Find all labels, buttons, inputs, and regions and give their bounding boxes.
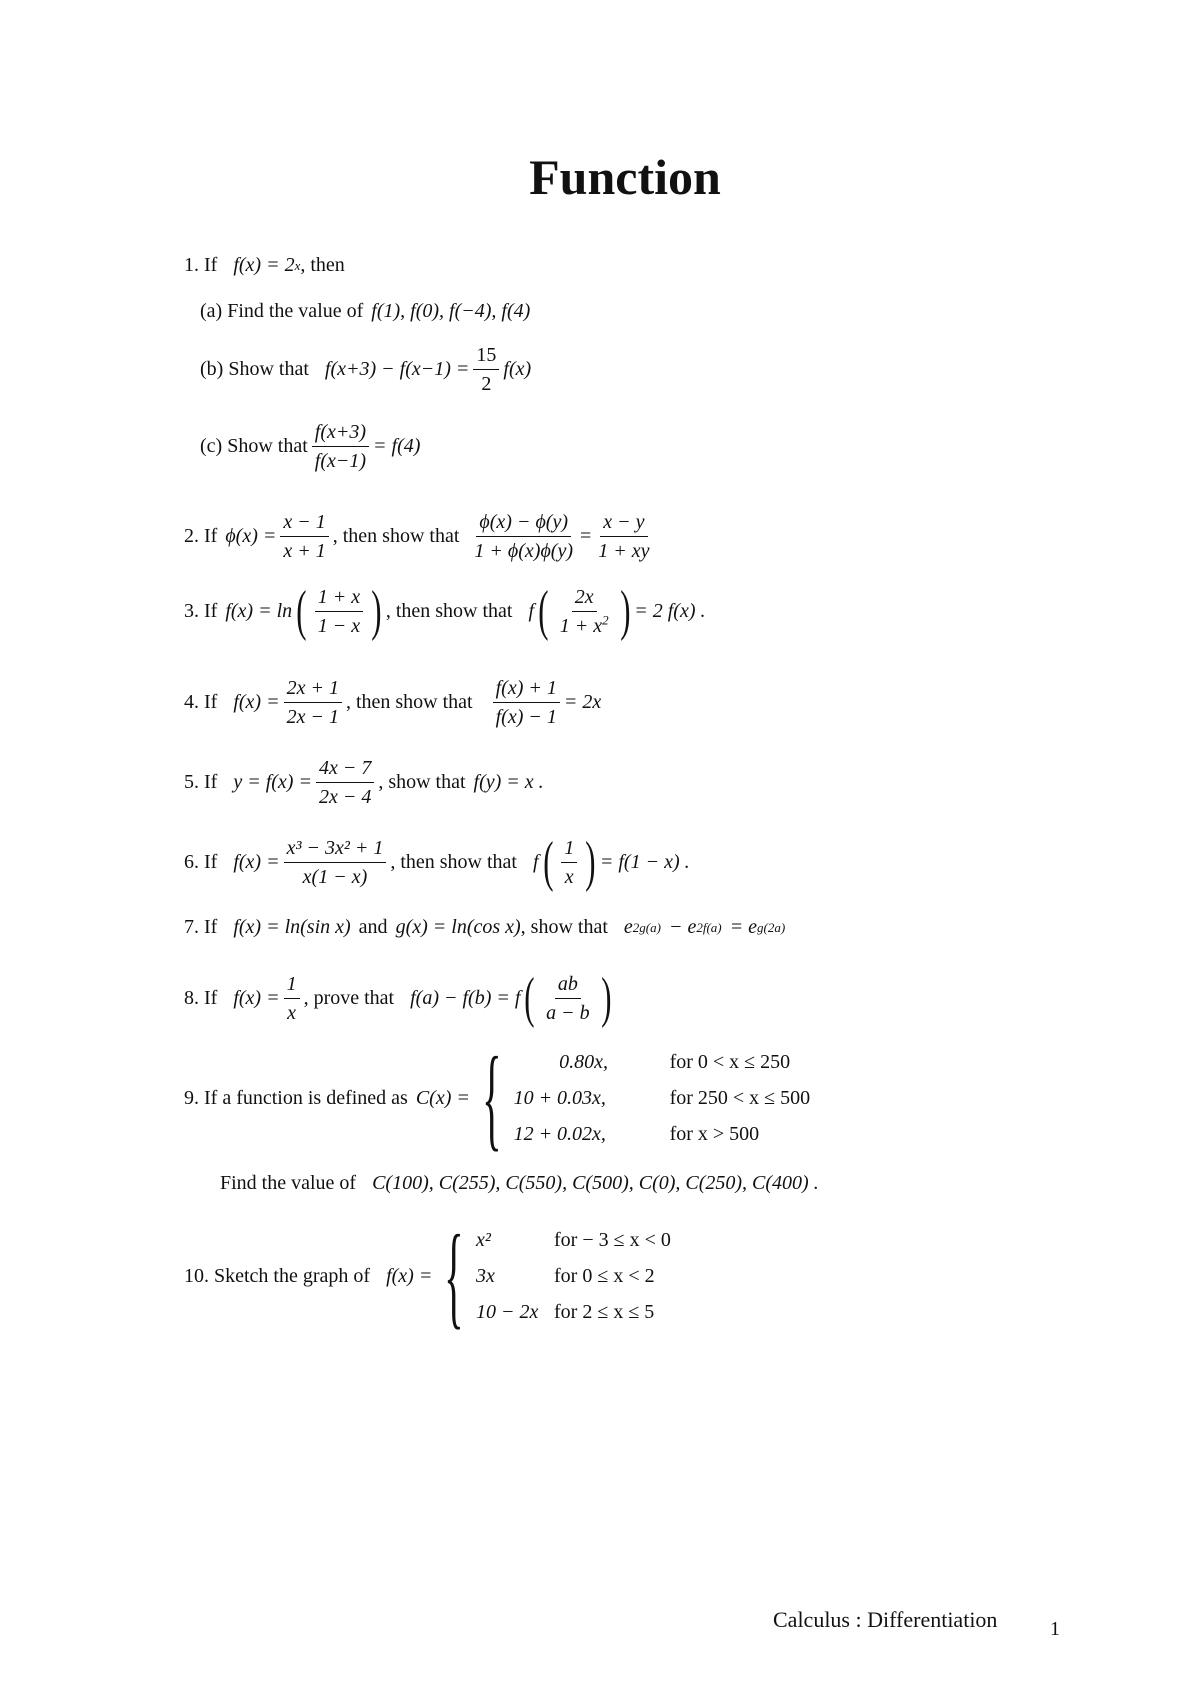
problem-7-and: and [358, 916, 388, 938]
numerator: ϕ(x) − ϕ(y) [476, 510, 571, 537]
denominator: x [564, 865, 574, 888]
problem-1-function: f(x) = 2 [233, 254, 295, 276]
problem-3-paren-1: ( $\frac{1 + x}{1 - x}$ ) [296, 580, 382, 642]
problem-6 [184, 831, 690, 893]
problem-1a [200, 300, 530, 323]
problem-1a-label: (a) Find the value of [200, 300, 364, 322]
problem-4-number: 4. If [184, 691, 218, 713]
problem-4 [184, 676, 601, 729]
problem-1c-tail: = f(4) [373, 435, 421, 457]
problem-10-case-3: 10 − 2x for 2 ≤ x ≤ 5 [476, 1300, 655, 1323]
denominator: 2 [481, 373, 492, 395]
problem-3-f: f [528, 599, 535, 622]
problem-4-fraction-2 [493, 676, 560, 729]
denominator: a − b [546, 1001, 590, 1024]
problem-8-paren: ( $\frac{ab}{a - b}$ ) [524, 967, 612, 1029]
problem-2-fraction-3 [595, 510, 652, 563]
problem-7-mid: , show that [520, 916, 608, 938]
problem-6-lhs: f(x) = [233, 850, 280, 873]
denominator: $1 + x^2$ [559, 611, 609, 637]
problem-3 [184, 580, 706, 642]
denominator: 1 + xy [598, 540, 650, 562]
denominator: x(1 − x) [302, 865, 368, 888]
problem-2-number: 2. If [184, 525, 218, 547]
problem-8 [184, 967, 615, 1029]
problem-10-case-1: x² for − 3 ≤ x < 0 [476, 1228, 671, 1251]
problem-2-lhs: ϕ(x) = [225, 525, 277, 547]
problem-6-paren: ( $\frac{1}{x}$ ) [542, 831, 596, 893]
problem-1b-expr: f(x+3) − f(x−1) = [324, 358, 470, 380]
page-title: Function [529, 149, 721, 205]
problem-6-fraction-2 [561, 836, 577, 889]
problem-7-e1: e [623, 916, 633, 938]
problem-4-tail: = 2x [563, 691, 602, 713]
problem-3-fraction-2 [557, 585, 612, 638]
problem-1-number: 1. If [184, 254, 218, 276]
problem-7-g: g(x) = ln(cos x) [395, 916, 521, 938]
problem-5-number: 5. If [184, 771, 218, 793]
problem-1c-fraction [312, 420, 369, 473]
problem-3-lhs: f(x) = ln [225, 599, 293, 622]
problem-3-tail: = 2 f(x) . [634, 599, 706, 622]
problem-7-e3: = e [729, 916, 757, 938]
numerator: 2x + 1 [284, 676, 342, 703]
problem-9-number: 9. If a function is defined as [184, 1086, 408, 1109]
problem-2 [184, 510, 657, 563]
problem-3-fraction-1 [315, 585, 363, 638]
numerator: f(x) + 1 [493, 676, 560, 703]
problem-6-f: f [532, 850, 539, 873]
problem-5-fraction [316, 756, 374, 809]
problem-9-case-1: 0.80x, for 0 < x ≤ 250 [559, 1050, 791, 1073]
problem-5-lhs: y = f(x) = [233, 771, 312, 793]
problem-10-case-2: 3x for 0 ≤ x < 2 [476, 1264, 655, 1287]
numerator: f(x+3) [312, 420, 369, 447]
problem-2-eq: = [580, 525, 592, 547]
problem-9-case-3: 12 + 0.02x, for x > 500 [513, 1122, 760, 1145]
problem-4-mid: , then show that [345, 691, 473, 713]
problem-1b [200, 343, 531, 396]
problem-9-find-label: Find the value of [220, 1172, 357, 1194]
problem-6-tail: = f(1 − x) . [599, 850, 690, 873]
problem-1-tail: , then [300, 254, 345, 276]
denominator: 2x − 4 [318, 786, 372, 808]
numerator: 1 [561, 836, 577, 863]
problem-4-lhs: f(x) = [233, 691, 280, 713]
numerator: 1 + x [315, 585, 363, 612]
problem-8-lhs: f(x) = [233, 986, 280, 1009]
problem-1a-expr: f(1), f(0), f(−4), f(4) [371, 300, 531, 322]
problem-9 [184, 1034, 811, 1162]
problem-2-mid: , then show that [332, 525, 460, 547]
denominator: 1 + ϕ(x)ϕ(y) [474, 540, 573, 562]
problem-3-mid: , then show that [385, 599, 513, 622]
problem-9-find [220, 1172, 819, 1195]
denominator: f(x−1) [314, 450, 367, 472]
numerator: ab [555, 972, 581, 999]
denominator: 1 − x [317, 614, 361, 637]
problem-1c-label: (c) Show that [200, 435, 308, 457]
problem-3-number: 3. If [184, 599, 218, 622]
problem-9-cases [470, 1034, 811, 1162]
problem-6-fraction-1 [284, 836, 387, 889]
problem-10 [184, 1212, 671, 1340]
numerator: 4x − 7 [316, 756, 374, 783]
problem-8-number: 8. If [184, 986, 218, 1009]
numerator: 15 [473, 343, 499, 370]
problem-7: 7. If f(x) = ln(sin x) and g(x) = ln(cos x) , show that e 2g(a) − e 2f(a) = e g(2a) [184, 916, 786, 938]
numerator: 2x [572, 585, 597, 612]
problem-1b-fraction [473, 343, 499, 396]
problem-5 [184, 756, 544, 809]
problem-6-number: 6. If [184, 850, 218, 873]
denominator: x + 1 [283, 540, 326, 562]
problem-10-lhs: f(x) = [386, 1264, 433, 1287]
problem-1c [200, 420, 420, 473]
problem-2-fraction-1 [280, 510, 328, 563]
problem-5-tail: f(y) = x . [473, 771, 544, 793]
left-brace-icon: { [481, 1034, 502, 1162]
problem-4-fraction-1 [284, 676, 342, 729]
problem-8-expr: f(a) − f(b) = f [410, 986, 521, 1009]
problem-9-find-expr: C(100), C(255), C(550), C(500), C(0), C(250), C(400) . [372, 1172, 819, 1194]
problem-7-number: 7. If [184, 916, 218, 938]
denominator: x [287, 1001, 297, 1024]
problem-7-e2: − e [668, 916, 697, 938]
left-brace-icon: { [444, 1212, 464, 1340]
page-footer: Calculus : Differentiation [773, 1607, 998, 1632]
problem-8-fraction-2 [543, 972, 593, 1025]
problem-5-mid: , show that [378, 771, 466, 793]
numerator: x − 1 [280, 510, 328, 537]
problem-1b-label: (b) Show that [200, 358, 309, 380]
problem-9-lhs: C(x) = [415, 1086, 470, 1109]
problem-8-fraction-1 [284, 972, 300, 1025]
problem-1b-tail: f(x) [503, 358, 532, 380]
problem-8-mid: , prove that [303, 986, 395, 1009]
numerator: 1 [284, 972, 300, 999]
problem-9-case-2: 10 + 0.03x, for 250 < x ≤ 500 [513, 1086, 811, 1109]
denominator: f(x) − 1 [495, 706, 557, 728]
problem-10-number: 10. Sketch the graph of [184, 1264, 371, 1287]
page-number: 1 [1050, 1618, 1060, 1640]
problem-3-paren-2: ( $\frac{2x}{1 + x^2}$ ) [538, 580, 631, 642]
numerator: x³ − 3x² + 1 [284, 836, 387, 863]
problem-6-mid: , then show that [390, 850, 517, 873]
numerator: x − y [600, 510, 647, 537]
denominator: 2x − 1 [286, 706, 339, 728]
problem-1: 1. If f(x) = 2 x , then [184, 254, 345, 276]
problem-2-fraction-2 [471, 510, 576, 563]
problem-10-cases [432, 1212, 671, 1340]
problem-7-f: f(x) = ln(sin x) [233, 916, 351, 938]
